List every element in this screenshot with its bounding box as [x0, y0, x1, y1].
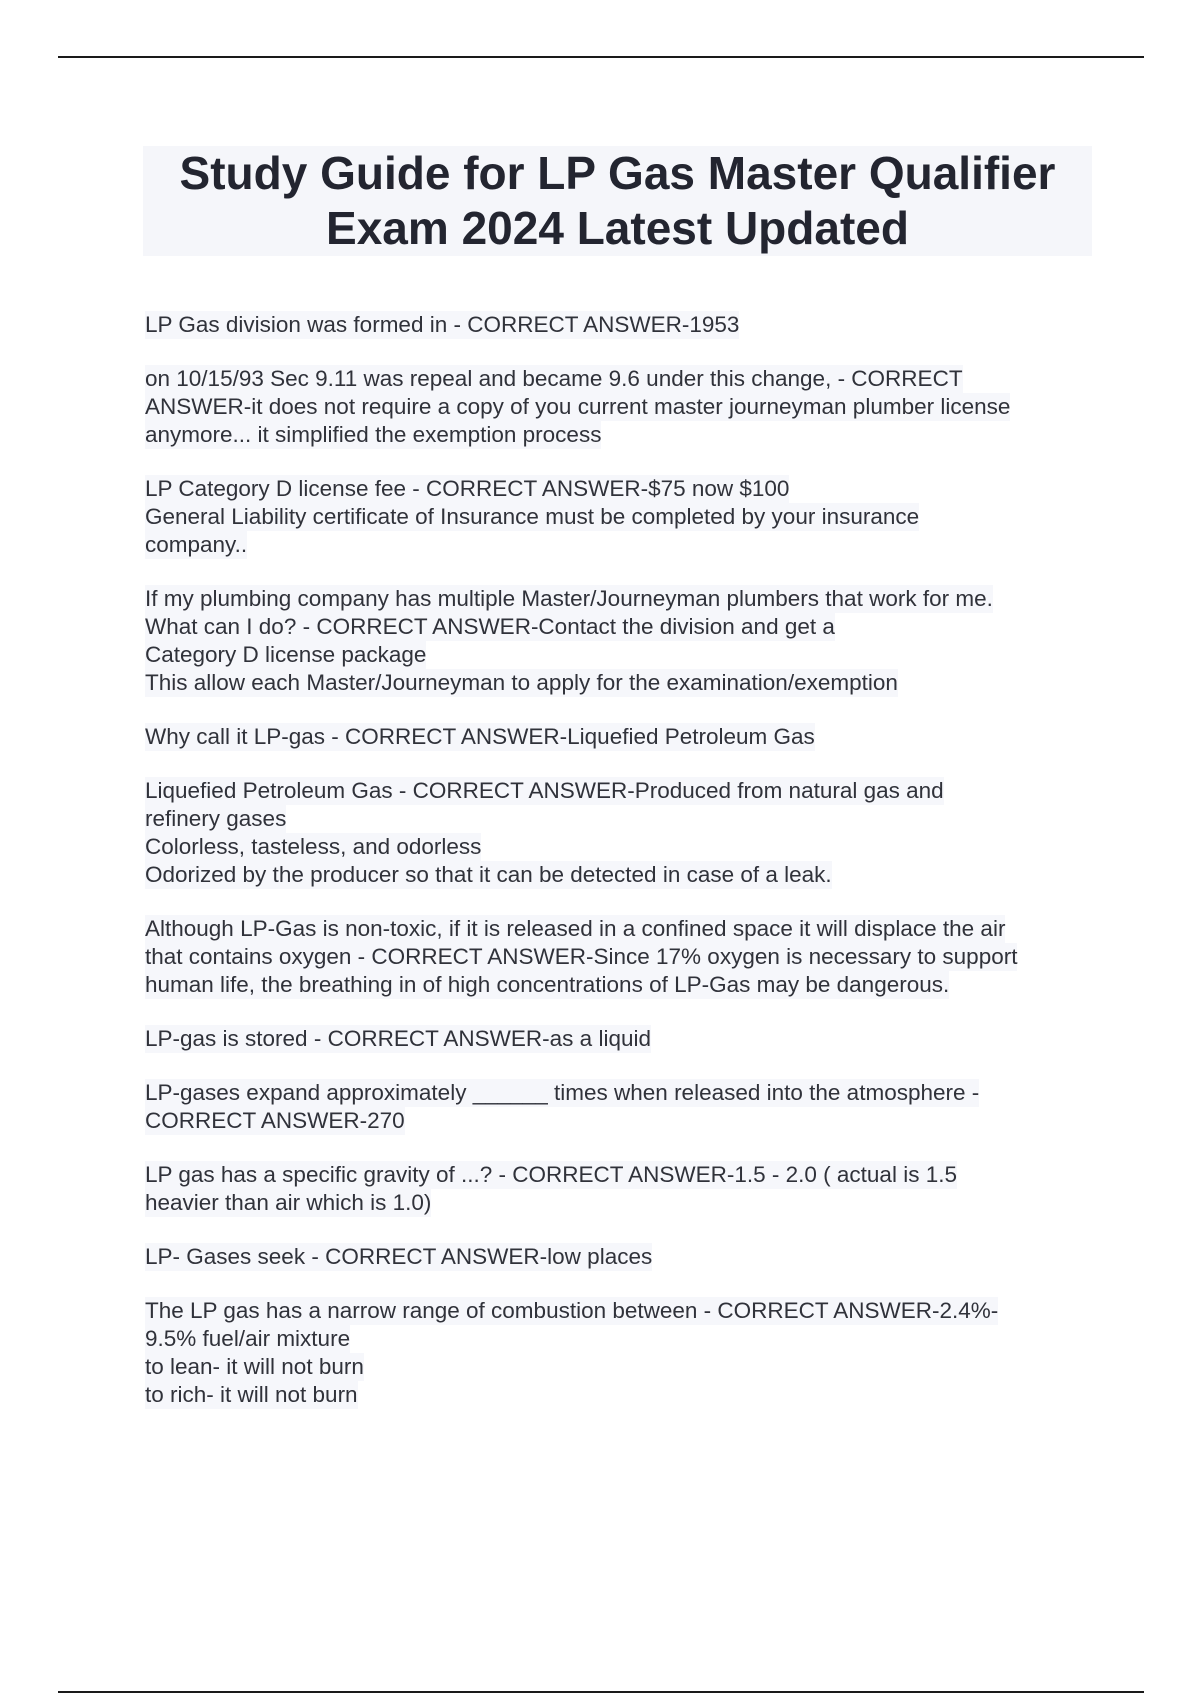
title-line: Exam 2024 Latest Updated: [326, 202, 909, 254]
qa-line: human life, the breathing in of high concentrations of LP-Gas may be dangerous.: [145, 972, 950, 997]
title-line: Study Guide for LP Gas Master Qualifier: [179, 147, 1056, 199]
qa-line: 9.5% fuel/air mixture: [145, 1326, 351, 1351]
qa-line: Although LP-Gas is non-toxic, if it is released in a confined space it will displace the air: [145, 916, 1006, 941]
qa-line: LP- Gases seek - CORRECT ANSWER-low places: [145, 1244, 653, 1269]
qa-line: anymore... it simplified the exemption process: [145, 422, 602, 447]
qa-line: LP Gas division was formed in - CORRECT ANSWER-1953: [145, 312, 740, 337]
qa-line: refinery gases: [145, 806, 287, 831]
qa-line: What can I do? - CORRECT ANSWER-Contact the division and get a: [145, 614, 835, 639]
qa-line: to lean- it will not burn: [145, 1354, 364, 1379]
qa-line: LP-gases expand approximately ______ times when released into the atmosphere -: [145, 1080, 980, 1105]
qa-item: [145, 311, 1105, 339]
qa-item: [145, 585, 1105, 697]
qa-line: LP gas has a specific gravity of ...? - CORRECT ANSWER-1.5 - 2.0 ( actual is 1.5: [145, 1162, 957, 1187]
qa-item: [145, 777, 1105, 889]
qa-item: [145, 723, 1105, 751]
qa-line: This allow each Master/Journeyman to apply for the examination/exemption: [145, 670, 898, 695]
qa-line: company..: [145, 532, 248, 557]
qa-line: ANSWER-it does not require a copy of you current master journeyman plumber license: [145, 394, 1011, 419]
qa-line: Why call it LP-gas - CORRECT ANSWER-Liquefied Petroleum Gas: [145, 724, 815, 749]
footer-rule: [58, 1691, 1144, 1693]
qa-line: General Liability certificate of Insurance must be completed by your insurance: [145, 504, 920, 529]
qa-list: [145, 311, 1105, 1435]
qa-line: to rich- it will not burn: [145, 1382, 358, 1407]
title-block: [143, 146, 1092, 256]
qa-line: The LP gas has a narrow range of combustion between - CORRECT ANSWER-2.4%-: [145, 1298, 999, 1323]
qa-line: CORRECT ANSWER-270: [145, 1108, 405, 1133]
qa-item: [145, 1161, 1105, 1217]
qa-line: Liquefied Petroleum Gas - CORRECT ANSWER-Produced from natural gas and: [145, 778, 944, 803]
qa-line: heavier than air which is 1.0): [145, 1190, 432, 1215]
qa-item: [145, 475, 1105, 559]
qa-item: [145, 1243, 1105, 1271]
qa-line: Category D license package: [145, 642, 427, 667]
header-rule: [58, 56, 1144, 58]
qa-item: [145, 915, 1105, 999]
qa-line: If my plumbing company has multiple Master/Journeyman plumbers that work for me.: [145, 586, 993, 611]
document-title: [143, 146, 1092, 256]
qa-line: LP-gas is stored - CORRECT ANSWER-as a liquid: [145, 1026, 651, 1051]
qa-line: Odorized by the producer so that it can be detected in case of a leak.: [145, 862, 832, 887]
qa-item: [145, 1079, 1105, 1135]
qa-line: LP Category D license fee - CORRECT ANSWER-$75 now $100: [145, 476, 790, 501]
qa-item: [145, 365, 1105, 449]
qa-item: [145, 1297, 1105, 1409]
qa-line: on 10/15/93 Sec 9.11 was repeal and became 9.6 under this change, - CORRECT: [145, 366, 963, 391]
qa-line: that contains oxygen - CORRECT ANSWER-Since 17% oxygen is necessary to support: [145, 944, 1018, 969]
qa-line: Colorless, tasteless, and odorless: [145, 834, 482, 859]
qa-item: [145, 1025, 1105, 1053]
